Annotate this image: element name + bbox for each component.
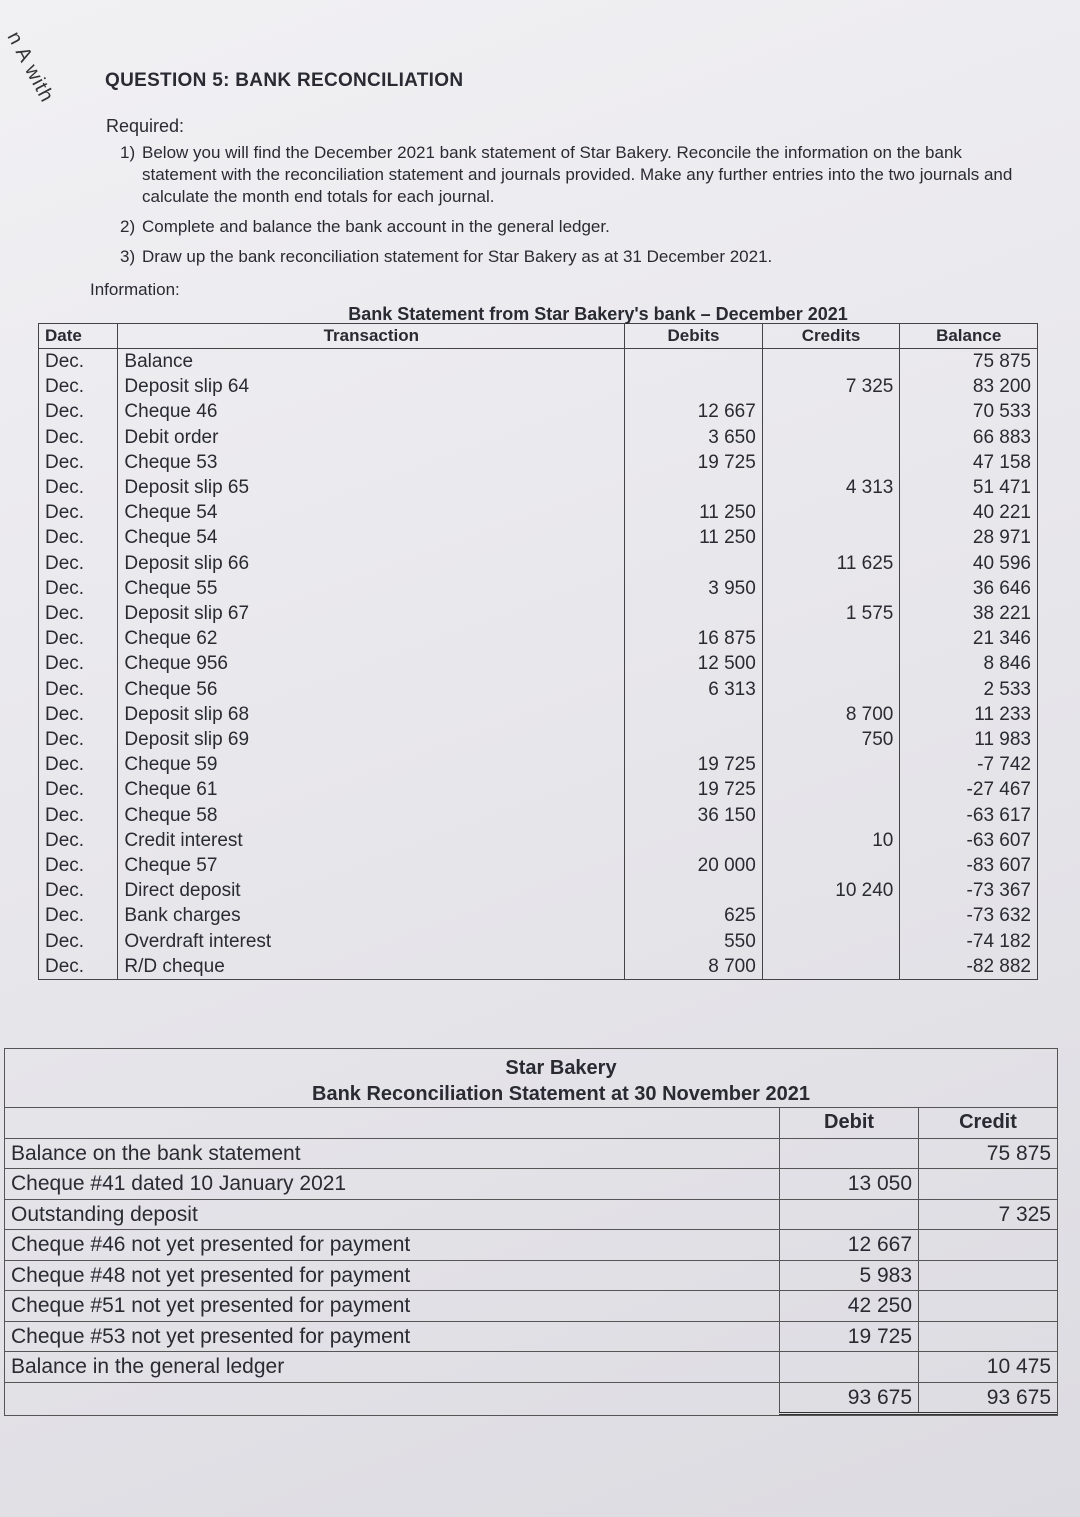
row-balance: 40 221 bbox=[900, 500, 1038, 525]
row-credit bbox=[762, 500, 900, 525]
row-debit bbox=[625, 878, 763, 903]
recon-credit bbox=[919, 1321, 1057, 1352]
row-date: Dec. bbox=[39, 425, 118, 450]
row-transaction: Cheque 62 bbox=[118, 626, 625, 651]
bank-statement-row bbox=[39, 500, 1038, 525]
requirement-item bbox=[120, 246, 1040, 268]
row-debit: 3 950 bbox=[625, 576, 763, 601]
row-debit: 3 650 bbox=[625, 425, 763, 450]
row-debit: 20 000 bbox=[625, 853, 763, 878]
row-credit: 750 bbox=[762, 727, 900, 752]
recon-debit: 42 250 bbox=[780, 1291, 919, 1322]
requirement-number: 3) bbox=[120, 247, 136, 266]
row-transaction: Deposit slip 65 bbox=[118, 475, 625, 500]
row-date: Dec. bbox=[39, 349, 118, 375]
row-balance: 28 971 bbox=[900, 525, 1038, 550]
reconciliation-row bbox=[5, 1230, 1057, 1261]
row-debit bbox=[625, 601, 763, 626]
information-label: Information: bbox=[90, 280, 180, 299]
bank-statement-row bbox=[39, 803, 1038, 828]
bank-statement-row bbox=[39, 929, 1038, 954]
header-credit: Credit bbox=[919, 1108, 1057, 1139]
row-balance: 75 875 bbox=[900, 349, 1038, 375]
row-date: Dec. bbox=[39, 475, 118, 500]
row-balance: 38 221 bbox=[900, 601, 1038, 626]
row-credit bbox=[762, 677, 900, 702]
row-balance: 11 233 bbox=[900, 702, 1038, 727]
row-date: Dec. bbox=[39, 576, 118, 601]
recon-description: Cheque #51 not yet presented for payment bbox=[5, 1291, 780, 1322]
reconciliation-title: Bank Reconciliation Statement at 30 November 2021 bbox=[312, 1083, 810, 1105]
row-debit bbox=[625, 727, 763, 752]
requirement-text: Draw up the bank reconciliation statement for Star Bakery as at 31 December 2021. bbox=[142, 247, 773, 266]
recon-credit bbox=[919, 1291, 1057, 1322]
bank-statement-row bbox=[39, 677, 1038, 702]
row-transaction: Cheque 956 bbox=[118, 651, 625, 676]
row-credit bbox=[762, 626, 900, 651]
recon-debit: 19 725 bbox=[780, 1321, 919, 1352]
row-balance: 51 471 bbox=[900, 475, 1038, 500]
row-transaction: Cheque 46 bbox=[118, 399, 625, 424]
requirement-text: Below you will find the December 2021 bank statement of Star Bakery. Reconcile the information on the bank statement with the reconciliation statement and journals provided. Make any further entries into the two journals and calculate the month end totals for each journal. bbox=[142, 143, 1013, 206]
recon-debit bbox=[780, 1199, 919, 1230]
row-credit: 1 575 bbox=[762, 601, 900, 626]
row-transaction: Cheque 61 bbox=[118, 777, 625, 802]
bank-statement-row bbox=[39, 374, 1038, 399]
header-description bbox=[5, 1108, 780, 1139]
row-date: Dec. bbox=[39, 374, 118, 399]
row-date: Dec. bbox=[39, 903, 118, 928]
row-balance: -63 607 bbox=[900, 828, 1038, 853]
reconciliation-row bbox=[5, 1321, 1057, 1352]
row-credit bbox=[762, 752, 900, 777]
row-credit bbox=[762, 853, 900, 878]
row-transaction: R/D cheque bbox=[118, 954, 625, 980]
row-credit: 7 325 bbox=[762, 374, 900, 399]
bank-statement-row bbox=[39, 425, 1038, 450]
row-debit bbox=[625, 551, 763, 576]
bank-statement-row bbox=[39, 903, 1038, 928]
bank-statement-header-row bbox=[39, 324, 1038, 349]
recon-total-debit: 93 675 bbox=[780, 1382, 919, 1414]
bank-statement-row bbox=[39, 727, 1038, 752]
recon-debit bbox=[780, 1138, 919, 1169]
required-label: Required: bbox=[106, 116, 185, 136]
row-debit: 16 875 bbox=[625, 626, 763, 651]
recon-total-label bbox=[5, 1382, 780, 1414]
bank-statement-row bbox=[39, 828, 1038, 853]
header-debits: Debits bbox=[625, 324, 763, 349]
row-debit bbox=[625, 702, 763, 727]
row-debit: 19 725 bbox=[625, 752, 763, 777]
row-date: Dec. bbox=[39, 399, 118, 424]
row-balance: 70 533 bbox=[900, 399, 1038, 424]
row-credit bbox=[762, 349, 900, 375]
recon-debit: 13 050 bbox=[780, 1169, 919, 1200]
reconciliation-table bbox=[5, 1107, 1057, 1415]
recon-debit: 12 667 bbox=[780, 1230, 919, 1261]
recon-description: Cheque #53 not yet presented for payment bbox=[5, 1321, 780, 1352]
recon-description: Outstanding deposit bbox=[5, 1199, 780, 1230]
row-transaction: Credit interest bbox=[118, 828, 625, 853]
row-balance: -63 617 bbox=[900, 803, 1038, 828]
row-credit bbox=[762, 903, 900, 928]
row-credit bbox=[762, 425, 900, 450]
row-balance: 21 346 bbox=[900, 626, 1038, 651]
row-date: Dec. bbox=[39, 853, 118, 878]
header-balance: Balance bbox=[900, 324, 1038, 349]
row-credit bbox=[762, 450, 900, 475]
row-date: Dec. bbox=[39, 752, 118, 777]
requirement-item bbox=[120, 216, 1040, 238]
row-debit: 6 313 bbox=[625, 677, 763, 702]
row-balance: -83 607 bbox=[900, 853, 1038, 878]
recon-description: Cheque #48 not yet presented for payment bbox=[5, 1260, 780, 1291]
row-balance: 40 596 bbox=[900, 551, 1038, 576]
row-date: Dec. bbox=[39, 777, 118, 802]
recon-debit: 5 983 bbox=[780, 1260, 919, 1291]
requirement-text: Complete and balance the bank account in the general ledger. bbox=[142, 217, 610, 236]
row-transaction: Direct deposit bbox=[118, 878, 625, 903]
row-credit bbox=[762, 929, 900, 954]
row-date: Dec. bbox=[39, 551, 118, 576]
question-title: QUESTION 5: BANK RECONCILIATION bbox=[105, 70, 464, 91]
row-transaction: Deposit slip 66 bbox=[118, 551, 625, 576]
recon-description: Balance in the general ledger bbox=[5, 1352, 780, 1383]
row-balance: 11 983 bbox=[900, 727, 1038, 752]
row-debit: 12 667 bbox=[625, 399, 763, 424]
row-credit bbox=[762, 399, 900, 424]
row-transaction: Overdraft interest bbox=[118, 929, 625, 954]
row-debit: 11 250 bbox=[625, 500, 763, 525]
row-credit bbox=[762, 777, 900, 802]
row-transaction: Cheque 55 bbox=[118, 576, 625, 601]
row-date: Dec. bbox=[39, 803, 118, 828]
bank-statement-row bbox=[39, 878, 1038, 903]
requirement-item bbox=[120, 142, 1040, 208]
recon-credit bbox=[919, 1230, 1057, 1261]
reconciliation-row bbox=[5, 1138, 1057, 1169]
row-credit: 11 625 bbox=[762, 551, 900, 576]
row-debit: 19 725 bbox=[625, 777, 763, 802]
row-transaction: Cheque 58 bbox=[118, 803, 625, 828]
bank-statement-row bbox=[39, 777, 1038, 802]
reconciliation-rows bbox=[5, 1138, 1057, 1414]
recon-credit: 7 325 bbox=[919, 1199, 1057, 1230]
bank-statement-row bbox=[39, 551, 1038, 576]
row-transaction: Deposit slip 64 bbox=[118, 374, 625, 399]
row-transaction: Cheque 54 bbox=[118, 500, 625, 525]
row-date: Dec. bbox=[39, 601, 118, 626]
row-date: Dec. bbox=[39, 525, 118, 550]
row-date: Dec. bbox=[39, 828, 118, 853]
row-transaction: Balance bbox=[118, 349, 625, 375]
bank-statement bbox=[38, 304, 1038, 980]
row-transaction: Debit order bbox=[118, 425, 625, 450]
row-balance: 83 200 bbox=[900, 374, 1038, 399]
bank-statement-row bbox=[39, 853, 1038, 878]
reconciliation-total-row bbox=[5, 1382, 1057, 1414]
header-debit: Debit bbox=[780, 1108, 919, 1139]
header-transaction: Transaction bbox=[118, 324, 625, 349]
header-credits: Credits bbox=[762, 324, 900, 349]
row-date: Dec. bbox=[39, 929, 118, 954]
bank-statement-row bbox=[39, 752, 1038, 777]
row-transaction: Cheque 54 bbox=[118, 525, 625, 550]
row-date: Dec. bbox=[39, 954, 118, 980]
bank-statement-row bbox=[39, 626, 1038, 651]
row-credit: 8 700 bbox=[762, 702, 900, 727]
recon-credit bbox=[919, 1169, 1057, 1200]
row-balance: -27 467 bbox=[900, 777, 1038, 802]
row-debit bbox=[625, 475, 763, 500]
row-credit: 10 240 bbox=[762, 878, 900, 903]
row-balance: 47 158 bbox=[900, 450, 1038, 475]
row-credit: 4 313 bbox=[762, 475, 900, 500]
bank-statement-row bbox=[39, 525, 1038, 550]
row-balance: 2 533 bbox=[900, 677, 1038, 702]
row-date: Dec. bbox=[39, 651, 118, 676]
bank-statement-row bbox=[39, 954, 1038, 980]
row-transaction: Deposit slip 68 bbox=[118, 702, 625, 727]
row-credit bbox=[762, 576, 900, 601]
row-balance: 36 646 bbox=[900, 576, 1038, 601]
row-credit: 10 bbox=[762, 828, 900, 853]
row-date: Dec. bbox=[39, 677, 118, 702]
row-date: Dec. bbox=[39, 702, 118, 727]
row-debit bbox=[625, 374, 763, 399]
reconciliation-row bbox=[5, 1352, 1057, 1383]
row-credit bbox=[762, 803, 900, 828]
bank-statement-row bbox=[39, 450, 1038, 475]
recon-credit bbox=[919, 1260, 1057, 1291]
row-debit: 19 725 bbox=[625, 450, 763, 475]
requirements-list bbox=[120, 142, 1040, 276]
bank-statement-row bbox=[39, 601, 1038, 626]
row-transaction: Cheque 57 bbox=[118, 853, 625, 878]
row-transaction: Bank charges bbox=[118, 903, 625, 928]
row-transaction: Cheque 53 bbox=[118, 450, 625, 475]
row-debit bbox=[625, 828, 763, 853]
row-date: Dec. bbox=[39, 450, 118, 475]
bank-statement-table bbox=[38, 323, 1038, 980]
requirement-number: 1) bbox=[120, 143, 136, 162]
row-transaction: Deposit slip 67 bbox=[118, 601, 625, 626]
row-date: Dec. bbox=[39, 727, 118, 752]
row-date: Dec. bbox=[39, 500, 118, 525]
reconciliation-row bbox=[5, 1260, 1057, 1291]
reconciliation-row bbox=[5, 1291, 1057, 1322]
row-transaction: Cheque 56 bbox=[118, 677, 625, 702]
bank-statement-row bbox=[39, 399, 1038, 424]
row-debit: 11 250 bbox=[625, 525, 763, 550]
row-transaction: Cheque 59 bbox=[118, 752, 625, 777]
bank-statement-row bbox=[39, 475, 1038, 500]
header-date: Date bbox=[39, 324, 118, 349]
recon-total-credit: 93 675 bbox=[919, 1382, 1057, 1414]
row-credit bbox=[762, 651, 900, 676]
row-date: Dec. bbox=[39, 626, 118, 651]
row-balance: -73 632 bbox=[900, 903, 1038, 928]
reconciliation-row bbox=[5, 1199, 1057, 1230]
row-debit: 550 bbox=[625, 929, 763, 954]
row-debit: 8 700 bbox=[625, 954, 763, 980]
recon-description: Cheque #41 dated 10 January 2021 bbox=[5, 1169, 780, 1200]
bank-statement-title: Bank Statement from Star Bakery's bank – December 2021 bbox=[348, 304, 848, 324]
bank-statement-row bbox=[39, 702, 1038, 727]
row-debit bbox=[625, 349, 763, 375]
row-transaction: Deposit slip 69 bbox=[118, 727, 625, 752]
requirement-number: 2) bbox=[120, 217, 136, 236]
row-debit: 12 500 bbox=[625, 651, 763, 676]
bank-statement-row bbox=[39, 576, 1038, 601]
recon-credit: 75 875 bbox=[919, 1138, 1057, 1169]
recon-description: Cheque #46 not yet presented for payment bbox=[5, 1230, 780, 1261]
reconciliation-company: Star Bakery bbox=[505, 1057, 617, 1079]
row-balance: -7 742 bbox=[900, 752, 1038, 777]
row-balance: -74 182 bbox=[900, 929, 1038, 954]
recon-debit bbox=[780, 1352, 919, 1383]
bank-statement-rows bbox=[39, 349, 1038, 980]
row-balance: -73 367 bbox=[900, 878, 1038, 903]
reconciliation-row bbox=[5, 1169, 1057, 1200]
row-date: Dec. bbox=[39, 878, 118, 903]
recon-credit: 10 475 bbox=[919, 1352, 1057, 1383]
row-credit bbox=[762, 525, 900, 550]
row-debit: 36 150 bbox=[625, 803, 763, 828]
row-credit bbox=[762, 954, 900, 980]
row-balance: -82 882 bbox=[900, 954, 1038, 980]
reconciliation-header-row bbox=[5, 1108, 1057, 1139]
margin-note: n A with bbox=[2, 28, 59, 107]
bank-statement-row bbox=[39, 651, 1038, 676]
reconciliation-statement bbox=[4, 1048, 1058, 1416]
bank-statement-row bbox=[39, 349, 1038, 375]
recon-description: Balance on the bank statement bbox=[5, 1138, 780, 1169]
row-balance: 8 846 bbox=[900, 651, 1038, 676]
row-balance: 66 883 bbox=[900, 425, 1038, 450]
row-debit: 625 bbox=[625, 903, 763, 928]
